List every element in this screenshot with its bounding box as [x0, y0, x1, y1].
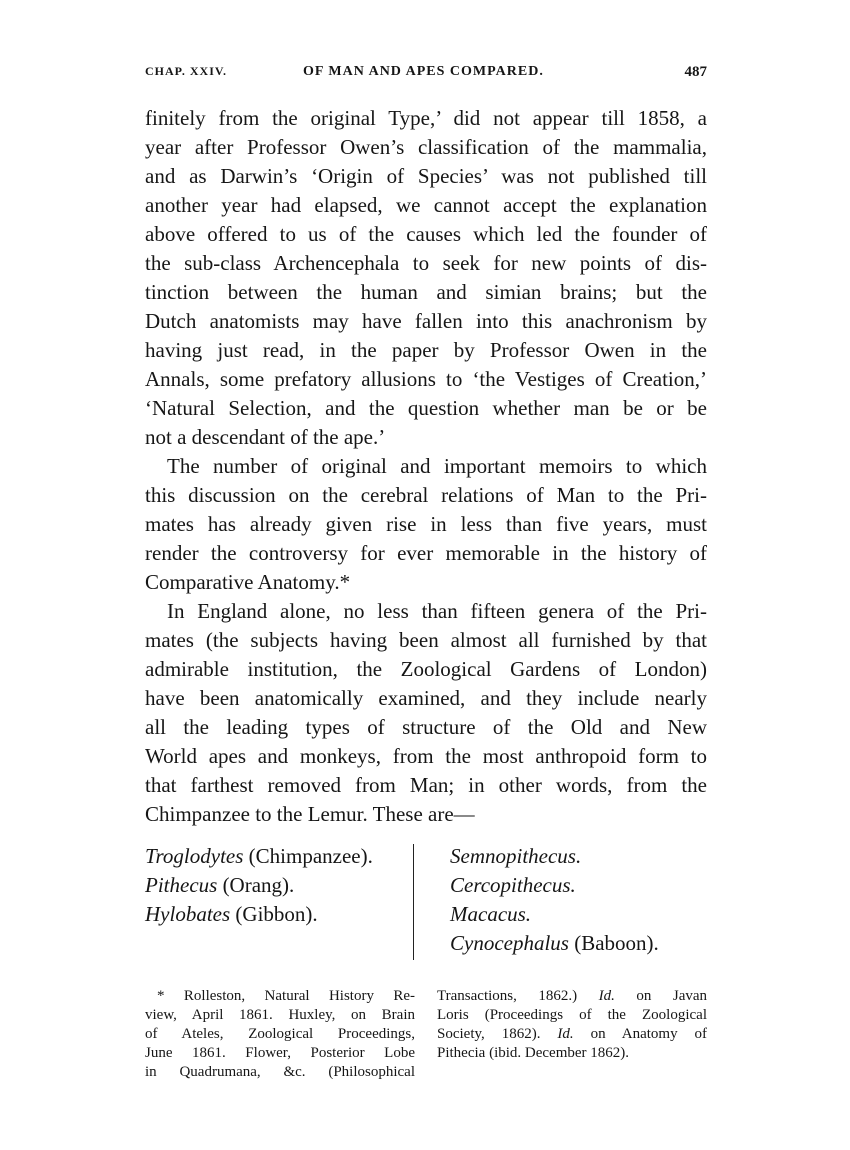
footnote-line — [437, 1044, 707, 1063]
genus-entry — [450, 842, 659, 871]
genus-entry — [145, 871, 373, 900]
genus-entry — [145, 842, 373, 871]
common-name: (Gibbon). — [230, 902, 318, 926]
text-line: mates has already given rise in less than five years, must — [145, 512, 707, 536]
genera-column-right — [450, 842, 659, 958]
text-line: year after Professor Owen’s classification of the mammalia, — [145, 135, 707, 159]
text-line: and as Darwin’s ‘Origin of Species’ was not published till — [145, 164, 707, 188]
genus-name: Macacus. — [450, 902, 532, 926]
text-line: tinction between the human and simian brains; but the — [145, 280, 707, 304]
footnote-text: Society, 1862). — [437, 1026, 558, 1042]
footnote-text: Transactions, 1862.) — [437, 988, 599, 1004]
footnote-line: June 1861. Flower, Posterior Lobe — [145, 1045, 415, 1061]
genus-name: Semnopithecus. — [450, 844, 582, 868]
body-text — [145, 104, 707, 829]
running-title: OF MAN AND APES COMPARED. — [303, 64, 544, 79]
text-line: Chimpanzee to the Lemur. These are— — [145, 802, 475, 826]
text-line: another year had elapsed, we cannot accept the explanation — [145, 193, 707, 217]
text-line: all the leading types of structure of the Old and New — [145, 715, 707, 739]
text-line: World apes and monkeys, from the most anthropoid form to — [145, 744, 707, 768]
footnote-line: of Ateles, Zoological Proceedings, — [145, 1026, 415, 1042]
genera-list — [145, 842, 705, 962]
text-line: The number of original and important memoirs to which — [167, 454, 707, 478]
text-line: that farthest removed from Man; in other words, from the — [145, 773, 707, 797]
common-name: (Baboon). — [568, 931, 659, 955]
genus-name: Pithecus — [145, 873, 218, 897]
footnote-line — [437, 1006, 707, 1025]
text-line: admirable institution, the Zoological Gardens of London) — [145, 657, 707, 681]
footnote-line: * Rolleston, Natural History Re- — [157, 988, 415, 1004]
footnote-ibid: Id. — [557, 1026, 574, 1042]
common-name: (Orang). — [217, 873, 295, 897]
genus-entry — [450, 871, 659, 900]
genus-name: Troglodytes — [145, 844, 244, 868]
text-line: mates (the subjects having been almost all furnished by that — [145, 628, 707, 652]
text-line: above offered to us of the causes which led the founder of — [145, 222, 707, 246]
genus-name: Hylobates — [145, 902, 231, 926]
footnote-line — [437, 987, 707, 1006]
footnote-text: Loris (Proceedings of the Zoological — [437, 1007, 707, 1023]
footnote-column-right — [437, 987, 707, 1063]
genus-name: Cynocephalus — [450, 931, 569, 955]
text-line: finitely from the original Type,’ did not appear till 1858, a — [145, 106, 707, 130]
text-line: not a descendant of the ape.’ — [145, 425, 386, 449]
footnote-column-left — [145, 987, 415, 1082]
genus-entry — [450, 929, 659, 958]
running-header — [145, 64, 707, 86]
text-line: the sub-class Archencephala to seek for new points of dis- — [145, 251, 707, 275]
footnote-line: view, April 1861. Huxley, on Brain — [145, 1007, 415, 1023]
genus-name: Cercopithecus. — [450, 873, 576, 897]
footnote-ibid: Id. — [598, 988, 615, 1004]
chapter-label: CHAP. XXIV. — [145, 64, 228, 78]
text-line: ‘Natural Selection, and the question whether man be or be — [145, 396, 707, 420]
text-line: render the controversy for ever memorable in the history of — [145, 541, 707, 565]
column-divider — [413, 844, 414, 960]
genus-entry — [450, 900, 659, 929]
text-line: Comparative Anatomy.* — [145, 570, 351, 594]
text-line: have been anatomically examined, and they include nearly — [145, 686, 707, 710]
text-line: Annals, some prefatory allusions to ‘the Vestiges of Creation,’ — [145, 367, 707, 391]
footnote-line — [437, 1025, 707, 1044]
text-line: Dutch anatomists may have fallen into this anachronism by — [145, 309, 707, 333]
genera-column-left — [145, 842, 373, 929]
footnote-text: Pithecia (ibid. December 1862). — [437, 1045, 630, 1061]
text-line: In England alone, no less than fifteen genera of the Pri- — [167, 599, 707, 623]
page-number: 487 — [684, 64, 707, 80]
footnote-text: on Javan — [614, 988, 708, 1004]
footnote-line: in Quadrumana, &c. (Philosophical — [145, 1064, 415, 1080]
common-name: (Chimpanzee). — [243, 844, 373, 868]
footnote-text: on Anatomy of — [573, 1026, 708, 1042]
text-line: having just read, in the paper by Professor Owen in the — [145, 338, 707, 362]
genus-entry — [145, 900, 373, 929]
text-line: this discussion on the cerebral relations of Man to the Pri- — [145, 483, 707, 507]
